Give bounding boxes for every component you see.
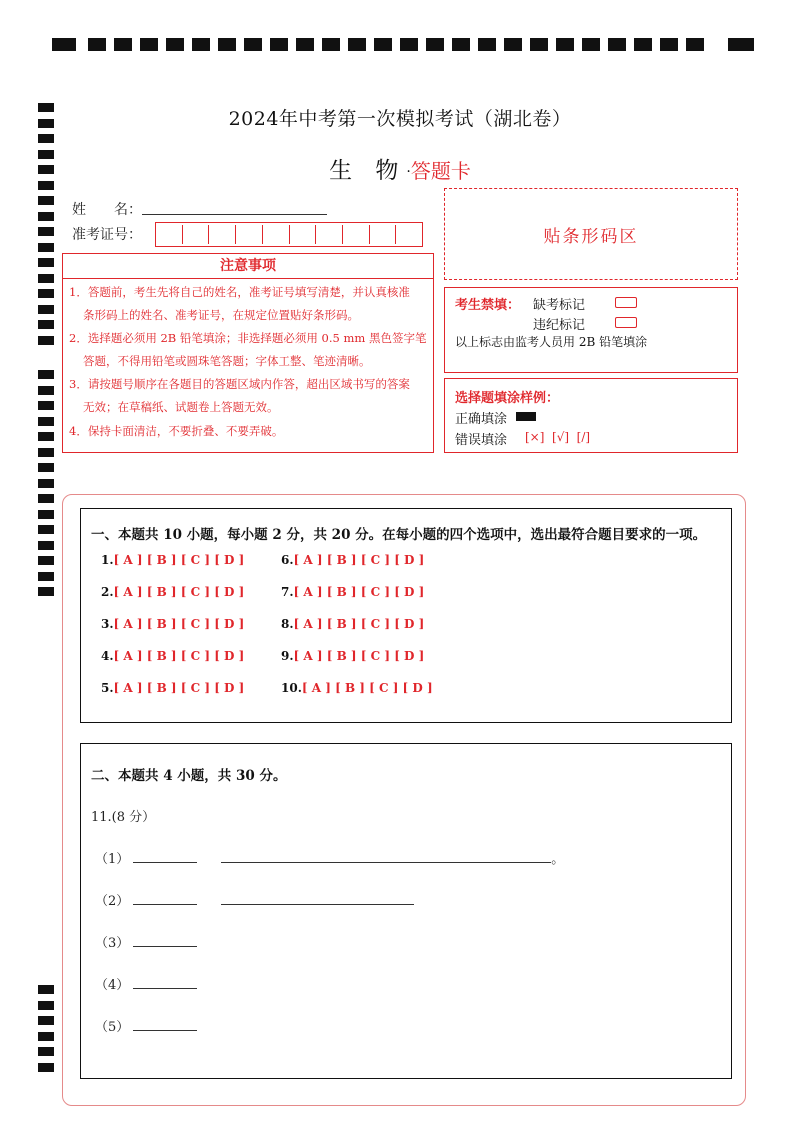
exam-number-digit-box[interactable] — [396, 225, 422, 244]
correct-fill-sample — [516, 412, 536, 421]
timing-mark — [38, 1063, 54, 1072]
question-number: 1. — [101, 553, 114, 567]
timing-mark — [38, 494, 54, 503]
part-1-blank-b[interactable] — [221, 862, 551, 863]
exam-number-digit-box[interactable] — [236, 225, 263, 244]
timing-mark — [38, 1047, 54, 1056]
question-number: 6. — [281, 553, 294, 567]
choice-options[interactable]: [ A ] [ B ] [ C ] [ D ] — [293, 585, 425, 599]
timing-mark — [244, 38, 262, 51]
timing-mark — [38, 541, 54, 550]
timing-mark — [114, 38, 132, 51]
fill-sample-panel — [444, 378, 738, 453]
part-3-blank[interactable] — [133, 946, 197, 947]
card-name: 答题卡 — [410, 159, 471, 183]
part-3-label: （3） — [95, 936, 130, 951]
question-number: 10. — [281, 681, 302, 695]
choice-options[interactable]: [ A ] [ B ] [ C ] [ D ] — [113, 585, 245, 599]
choice-options[interactable]: [ A ] [ B ] [ C ] [ D ] — [113, 553, 245, 567]
choice-options[interactable]: [ A ] [ B ] [ C ] [ D ] — [113, 617, 245, 631]
timing-mark — [660, 38, 678, 51]
timing-mark — [530, 38, 548, 51]
timing-mark — [38, 289, 54, 298]
sample-title: 选择题填涂样例： — [455, 391, 560, 406]
notice-line-2: 条形码上的姓名、准考证号，在规定位置贴好条形码。 — [83, 308, 359, 322]
notice-title: 注意事项 — [63, 254, 433, 279]
part-2-blank-a[interactable] — [133, 904, 197, 905]
exam-number-digit-box[interactable] — [343, 225, 370, 244]
choice-question[interactable] — [281, 585, 424, 599]
section-2-heading: 二、本题共 4 小题，共 30 分。 — [91, 768, 287, 784]
notice-line-4: 答题，不得用铅笔或圆珠笔答题；字体工整、笔迹清晰。 — [83, 354, 371, 368]
timing-mark — [686, 38, 704, 51]
part-1-period: 。 — [551, 852, 565, 867]
proctor-only-panel — [444, 287, 738, 373]
q11-part-4 — [95, 974, 197, 993]
question-number: 9. — [281, 649, 294, 663]
timing-mark — [296, 38, 314, 51]
timing-mark — [38, 1032, 54, 1041]
timing-mark — [452, 38, 470, 51]
timing-mark — [38, 525, 54, 534]
part-5-blank[interactable] — [133, 1030, 197, 1031]
timing-mark — [38, 479, 54, 488]
q11-part-2 — [95, 890, 414, 909]
timing-mark — [38, 370, 54, 379]
timing-mark — [348, 38, 366, 51]
timing-mark — [38, 243, 54, 252]
subject-name: 生 物 — [329, 158, 407, 184]
part-4-blank[interactable] — [133, 988, 197, 989]
wrong-fill-samples: [×] [√] [/] — [525, 430, 591, 444]
question-number: 4. — [101, 649, 114, 663]
timing-mark — [38, 401, 54, 410]
violation-label: 违纪标记 — [533, 318, 586, 333]
choice-options[interactable]: [ A ] [ B ] [ C ] [ D ] — [293, 617, 425, 631]
exam-number-label: 准考证号： — [72, 227, 142, 243]
timing-mark — [270, 38, 288, 51]
timing-mark — [38, 212, 54, 221]
timing-mark — [38, 510, 54, 519]
timing-mark — [38, 134, 54, 143]
timing-mark — [38, 556, 54, 565]
choice-question[interactable] — [101, 553, 244, 567]
timing-mark — [322, 38, 340, 51]
choice-options[interactable]: [ A ] [ B ] [ C ] [ D ] — [301, 681, 433, 695]
absent-label: 缺考标记 — [533, 298, 586, 313]
choice-question[interactable] — [281, 649, 424, 663]
timing-mark — [38, 985, 54, 994]
timing-mark — [634, 38, 652, 51]
exam-number-digit-box[interactable] — [316, 225, 343, 244]
choice-question[interactable] — [101, 649, 244, 663]
part-2-label: （2） — [95, 894, 130, 909]
choice-question[interactable] — [101, 617, 244, 631]
part-1-label: （1） — [95, 852, 130, 867]
timing-mark — [374, 38, 392, 51]
timing-mark — [478, 38, 496, 51]
correct-fill-label: 正确填涂 — [455, 412, 508, 427]
timing-mark — [38, 227, 54, 236]
q11-part-1 — [95, 848, 564, 867]
timing-mark — [38, 320, 54, 329]
timing-mark — [38, 386, 54, 395]
timing-mark — [400, 38, 418, 51]
question-number: 7. — [281, 585, 294, 599]
proctor-note: 以上标志由监考人员用 2B 铅笔填涂 — [455, 335, 648, 349]
exam-number-digit-box[interactable] — [263, 225, 290, 244]
timing-mark — [426, 38, 444, 51]
exam-number-digit-box[interactable] — [370, 225, 397, 244]
notice-panel — [62, 253, 434, 453]
barcode-label: 贴条形码区 — [543, 226, 639, 247]
section-1-box — [80, 508, 732, 723]
timing-mark — [504, 38, 522, 51]
timing-mark — [38, 274, 54, 283]
q11-part-5 — [95, 1016, 197, 1035]
choice-options[interactable]: [ A ] [ B ] [ C ] [ D ] — [293, 553, 425, 567]
timing-mark — [38, 1016, 54, 1025]
timing-mark — [608, 38, 626, 51]
question-number: 2. — [101, 585, 114, 599]
notice-line-1: 1．答题前，考生先将自己的姓名，准考证号填写清楚，并认真核准 — [69, 285, 410, 299]
subject-title — [0, 152, 800, 185]
timing-mark — [38, 305, 54, 314]
choice-options[interactable]: [ A ] [ B ] [ C ] [ D ] — [113, 681, 245, 695]
exam-number-boxes[interactable] — [155, 222, 423, 247]
notice-line-6: 无效；在草稿纸、试题卷上答题无效。 — [83, 400, 279, 414]
timing-mark — [38, 196, 54, 205]
exam-title: 2024年中考第一次模拟考试（湖北卷） — [228, 108, 572, 130]
timing-mark — [38, 432, 54, 441]
exam-number-digit-box[interactable] — [209, 225, 236, 244]
notice-line-5: 3．请按题号顺序在各题目的答题区域内作答，超出区域书写的答案 — [69, 377, 410, 391]
section-2-box — [80, 743, 732, 1079]
timing-mark — [38, 463, 54, 472]
timing-mark — [140, 38, 158, 51]
choice-options[interactable]: [ A ] [ B ] [ C ] [ D ] — [293, 649, 425, 663]
subject-dot: · — [406, 164, 411, 180]
timing-mark — [192, 38, 210, 51]
part-1-blank-a[interactable] — [133, 862, 197, 863]
choice-question[interactable] — [101, 681, 244, 695]
timing-mark — [582, 38, 600, 51]
timing-mark — [52, 38, 76, 51]
notice-line-3: 2．选择题必须用 2B 铅笔填涂；非选择题必须用 0.5 mm 黑色签字笔 — [69, 331, 427, 345]
choice-question[interactable] — [101, 585, 244, 599]
section-1-heading: 一、本题共 10 小题，每小题 2 分，共 20 分。在每小题的四个选项中，选出最符合题目要求的一项。 — [91, 527, 707, 543]
name-field[interactable] — [142, 214, 327, 215]
q11-part-3 — [95, 932, 197, 951]
choice-question[interactable] — [281, 681, 433, 695]
question-number: 3. — [101, 617, 114, 631]
timing-mark — [38, 1001, 54, 1010]
exam-number-digit-box[interactable] — [156, 225, 183, 244]
exam-number-digit-box[interactable] — [183, 225, 210, 244]
choice-options[interactable]: [ A ] [ B ] [ C ] [ D ] — [113, 649, 245, 663]
timing-mark — [38, 572, 54, 581]
timing-mark — [88, 38, 106, 51]
violation-mark-box[interactable] — [615, 317, 637, 328]
timing-mark — [38, 448, 54, 457]
timing-mark — [38, 336, 54, 345]
timing-mark — [166, 38, 184, 51]
timing-mark — [38, 258, 54, 267]
timing-mark — [218, 38, 236, 51]
proctor-title: 考生禁填： — [455, 298, 521, 313]
timing-mark — [38, 417, 54, 426]
wrong-fill-label: 错误填涂 — [455, 433, 508, 448]
question-number: 8. — [281, 617, 294, 631]
timing-mark — [728, 38, 754, 51]
exam-number-digit-box[interactable] — [290, 225, 317, 244]
choice-question[interactable] — [281, 553, 424, 567]
name-label: 姓 名： — [72, 202, 142, 218]
part-2-blank-b[interactable] — [221, 904, 414, 905]
question-number: 5. — [101, 681, 114, 695]
timing-marks-top — [52, 38, 754, 52]
choice-question[interactable] — [281, 617, 424, 631]
barcode-area — [444, 188, 738, 280]
part-4-label: （4） — [95, 978, 130, 993]
notice-line-7: 4．保持卡面清洁，不要折叠、不要弄破。 — [69, 424, 284, 438]
absent-mark-box[interactable] — [615, 297, 637, 308]
question-11-label: 11.(8 分） — [91, 810, 156, 825]
timing-mark — [556, 38, 574, 51]
part-5-label: （5） — [95, 1020, 130, 1035]
timing-mark — [38, 587, 54, 596]
